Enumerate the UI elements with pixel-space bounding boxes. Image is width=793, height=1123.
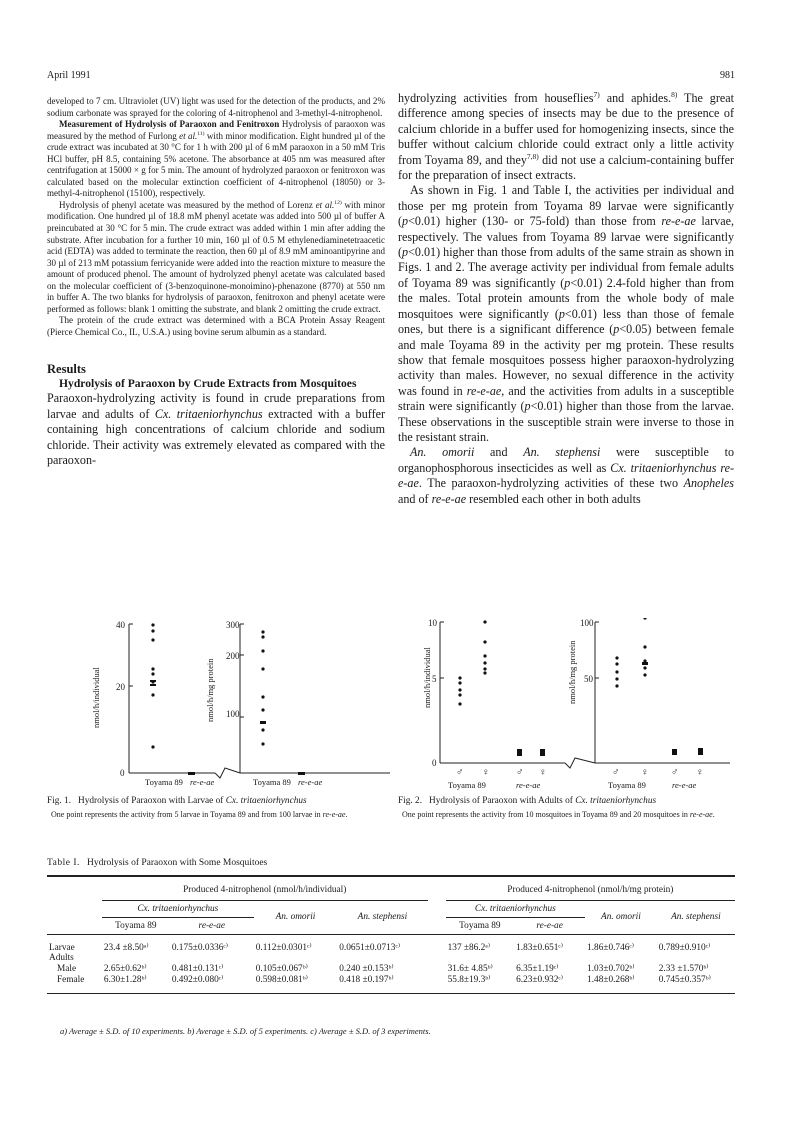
table-species: An. omorii — [601, 912, 641, 922]
fig2-sex-label: ♂ — [612, 767, 620, 778]
table-species: An. omorii — [275, 912, 316, 922]
table-row: Male 2.65±0.62ᵇ⁾ 0.481±0.131ᶜ⁾ 0.105±0.067ᵇ⁾ 0.240 ±0.153ᵇ⁾ 31.6± 4.85ᵇ⁾ 6.35±1.19ᶜ⁾ 1.03±0.702ᵇ⁾ 2.33 ±1.570ᵇ⁾ — [57, 963, 709, 974]
table-strain: re-e-ae — [536, 920, 563, 931]
table-strain: Toyama 89 — [115, 920, 157, 931]
figure-2-plot — [410, 618, 730, 793]
fig1-tick: 0 — [120, 768, 125, 778]
table-footnote: a) Average ± S.D. of 10 experiments. b) Average ± S.D. of 5 experiments. c) Average ± S.D. of 3 experiments. — [60, 1026, 431, 1036]
right-column — [398, 91, 734, 507]
fig2-sex-label: ♂ — [516, 767, 524, 778]
fig2-xlabel: re-e-ae — [516, 780, 541, 790]
fig2-sex-label: ♀ — [539, 767, 547, 778]
table-strain: re-e-ae — [198, 920, 226, 931]
table-group-header: Produced 4-nitrophenol (nmol/h/mg protein) — [446, 880, 735, 900]
fig1-ylabel-left: nmol/h/individual — [91, 667, 101, 728]
fig1-tick: 20 — [116, 682, 125, 692]
figure-2-caption: Fig. 2. Hydrolysis of Paraoxon with Adults of Cx. tritaeniorhynchus One point represents the activity from 10 mosquitoes in Toyama 89 and 20 mosquitoes in re-e-ae. — [398, 796, 715, 819]
table-title: Table I. Hydrolysis of Paraoxon with Some Mosquitoes — [47, 858, 268, 868]
fig2-sex-label: ♀ — [696, 767, 704, 778]
table-species: An. stephensi — [357, 912, 408, 922]
fig2-tick: 100 — [580, 618, 594, 628]
paragraph: An. omorii and An. stephensi were susceptible to organophosphorous insecticides as well as Cx. tritaeniorhynchus re-e-ae. The paraoxon-hydrolyzing activities of these two Anopheles and of re-e-ae resembled each other in both adults — [398, 445, 735, 506]
fig2-tick: 50 — [584, 674, 593, 684]
fig2-sex-label: ♂ — [456, 767, 464, 778]
section-heading: Results — [47, 362, 86, 377]
fig2-xlabel: Toyama 89 — [448, 780, 486, 790]
fig2-xlabel: Toyama 89 — [608, 780, 646, 790]
table-row: Larvae 23.4 ±8.50ᵃ⁾ 0.175±0.0336ᶜ⁾ 0.112±0.0301ᶜ⁾ 0.0651±0.0713ᶜ⁾ 137 ±86.2ᵃ⁾ 1.83±0.651ᶜ⁾ 1.86±0.746ᶜ⁾ 0.789±0.910ᶜ⁾ — [49, 942, 711, 953]
table-row: Adults — [49, 953, 74, 963]
fig1-tick: 40 — [116, 620, 125, 630]
paragraph: hydrolyzing activities from houseflies$^{7)}$ and aphides.$^{8)}$ The great difference among species of insects may be due to the presence of calcium chloride in a buffer used for homogenizing insects, since the buffer without calcium chloride could extract only a little activity from Toyama 89, and they$^{7,8)}$ did not use a calcium-containing buffer for the preparation of insect extracts. — [398, 89, 734, 183]
fig2-ylabel-left: nmol/h/individual — [422, 647, 432, 708]
running-header-date: April 1991 — [47, 70, 91, 81]
fig2-tick: 5 — [432, 674, 437, 684]
table-species: Cx. tritaeniorhynchus — [102, 900, 254, 917]
subsection-heading: Hydrolysis of Paraoxon by Crude Extracts from Mosquitoes — [59, 377, 357, 391]
table-row: Female 6.30±1.28ᵇ⁾ 0.492±0.080ᶜ⁾ 0.598±0.081ᵇ⁾ 0.418 ±0.197ᵇ⁾ 55.8±19.3ᵇ⁾ 6.23±0.932ᶜ⁾ 1.48±0.268ᵇ⁾ 0.745±0.357ᵇ⁾ — [57, 974, 711, 985]
fig1-xlabel: Toyama 89 — [253, 777, 291, 787]
fig2-sex-label: ♀ — [641, 767, 649, 778]
table-species: An. stephensi — [671, 912, 721, 922]
fig2-ylabel-right: nmol/h/mg protein — [567, 640, 577, 704]
table-species: Cx. tritaeniorhynchus — [446, 900, 585, 917]
fig1-tick: 200 — [226, 651, 240, 661]
fig1-ylabel-right: nmol/h/mg protein — [205, 658, 215, 722]
paragraph: The protein of the crude extract was determined with a BCA Protein Assay Reagent (Pierce Chemical Co., IL, U.S.A.) using bovine serum albumin as a standard. — [47, 315, 385, 337]
fig1-xlabel: re-e-ae — [190, 777, 215, 787]
fig2-tick: 0 — [432, 758, 437, 768]
left-column — [47, 96, 385, 468]
fig2-xlabel: re-e-ae — [672, 780, 697, 790]
paragraph: developed to 7 cm. Ultraviolet (UV) light was used for the detection of the products, and 2% sodium carbonate was sprayed for the coloring of 4-nitrophenol and 3-methyl-4-nitrophenol. — [47, 96, 385, 118]
page-number: 981 — [720, 70, 735, 81]
fig1-xlabel: re-e-ae — [298, 777, 323, 787]
fig2-sex-label: ♀ — [482, 767, 490, 778]
figure-1-plot — [90, 618, 390, 788]
paragraph: As shown in Fig. 1 and Table I, the activities per individual and those per mg protein from Toyama 89 larvae were significantly (p<0.01) higher (130- or 75-fold) than those from re-e-ae larvae, respectively. The values from Toyama 89 larvae were significantly (p<0.01) higher than those from adults of the same strain as shown in Figs. 1 and 2. The average activity per individual from female adults of Toyama 89 was significantly (p<0.01) 2.4-fold higher than from the males. Total protein amounts from the whole body of male mosquitoes were significantly (p<0.01) less than those of female ones, but there is a significant difference (p<0.05) between female and male Toyama 89 in the activity per mg protein. These results show that female mosquitoes possess higher paraoxon-hydrolyzing activity than males. However, no sexual difference in the activity was found in re-e-ae, and the activities from adults in a susceptible strain were significantly (p<0.01) higher than those from the larvae. These observations in the susceptible strain were inverse to those in the resistant strain. — [398, 183, 735, 444]
fig2-tick: 10 — [428, 618, 437, 628]
figure-1-caption: Fig. 1. Hydrolysis of Paraoxon with Larvae of Cx. tritaeniorhynchus One point represents the activity from 5 larvae in Toyama 89 and from 100 larvae in re-e-ae. — [47, 796, 348, 819]
paragraph: Paraoxon-hydrolyzing activity is found in crude preparations from larvae and adults of Cx. tritaeniorhynchus extracted with a buffer containing high concentrations of calcium chloride and sodium chloride. Their activity was extremely elevated as compared with the paraoxon- — [47, 391, 385, 468]
table-group-header: Produced 4-nitrophenol (nmol/h/individual) — [102, 880, 428, 900]
fig1-tick: 300 — [226, 620, 240, 630]
fig1-tick: 100 — [226, 709, 240, 719]
table-1 — [47, 875, 735, 994]
table-strain: Toyama 89 — [459, 920, 501, 931]
paragraph: Hydrolysis of phenyl acetate was measured by the method of Lorenz et al.$^{12)}$ with minor modification. One hundred µl of 18.8 mM phenyl acetate was added into 500 µl of buffer A preincubated at 30 °C for 5 min. The crude extract was added within 1 min after adding the substrate. After incubation for a further 10 min, 160 µl of 0.5 M ethylenediaminetetraacetic acid (EDTA) was added to terminate the reaction, then 60 µl of 8.9 mM aminoantipyrine and 30 µl of 213 mM potassium ferricyanide were added into the reaction mixture to measure the amount of produced phenol. The amount of hydrolyzed phenyl acetate was calculated based on the molecular coefficient of (3-benzoquinone-monoimino)-phenazone (8770) at 550 nm in buffer A. The two blanks for hydrolysis of paraoxon, fenitroxon and phenyl acetate were performed as follows: blank 1 omitting the substrate, and blank 2 omitting the crude extract. — [47, 199, 385, 314]
fig1-xlabel: Toyama 89 — [145, 777, 183, 787]
fig2-sex-label: ♂ — [671, 767, 679, 778]
paragraph: Measurement of Hydrolysis of Paraoxon and Fenitroxon Hydrolysis of paraoxon was measured by the method of Furlong et al.$^{11)}$ with minor modification. Eight hundred µl of the crude extract was incubated at 30 °C for 1 h with 200 µl of 6 mM paraoxon in a 50 mM Tris HCl buffer, pH 8.5, containing 5% acetone. The absorbance at 405 nm was measured after centrifugation at 15000 × g for 5 min. The amount of hydrolyzed paraoxon or fenitroxon was calculated based on the molecular extinction coefficient of 4-nitrophenol (18050) or 3-methyl-4-nitrophenol (15100), respectively. — [47, 119, 385, 199]
